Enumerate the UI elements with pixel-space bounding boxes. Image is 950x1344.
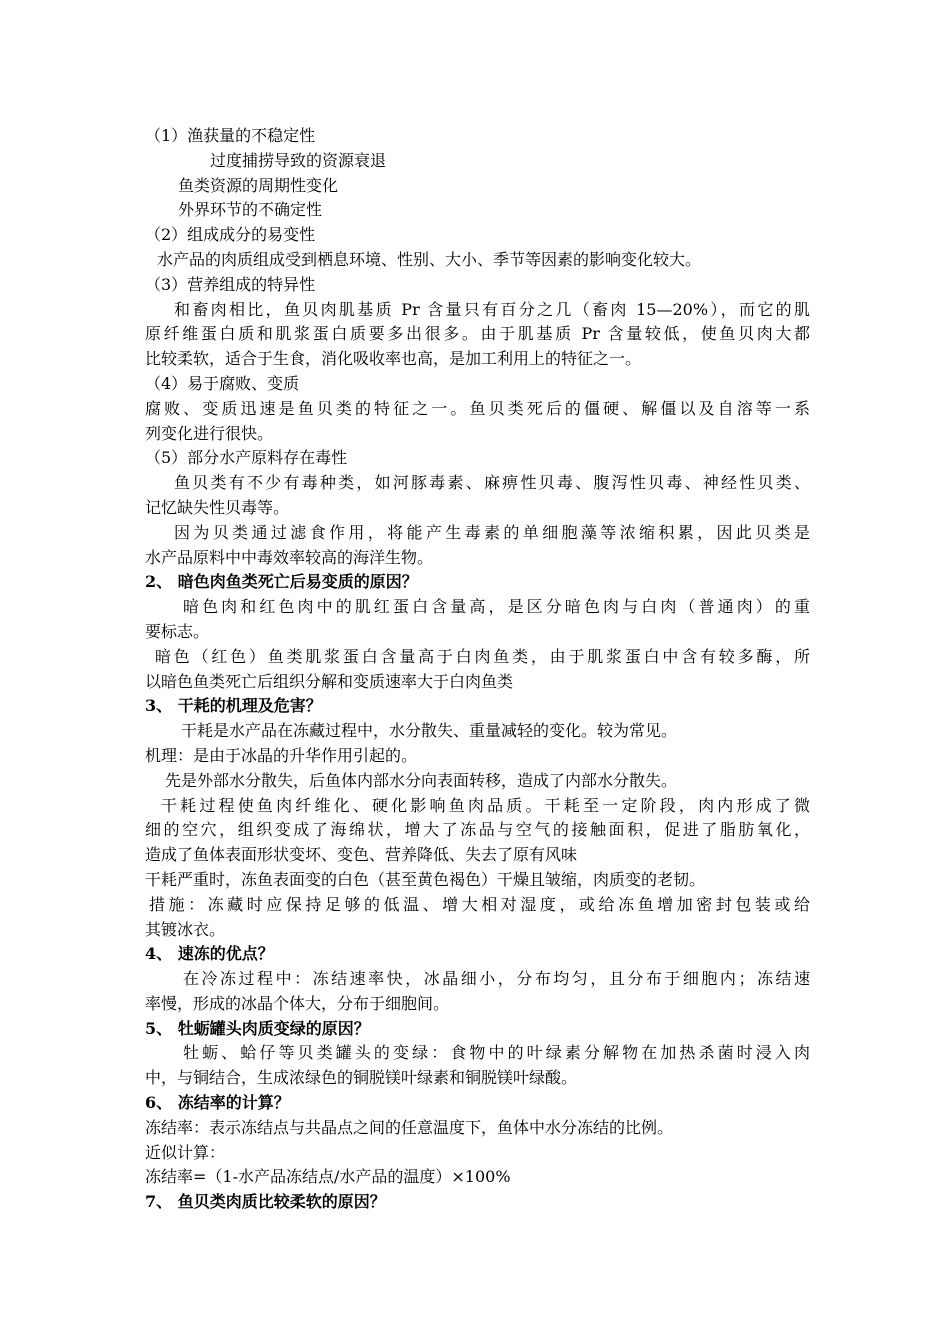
text-line: 原纤维蛋白质和肌浆蛋白质要多出很多。由于肌基质 Pr 含量较低，使鱼贝肉大都 xyxy=(145,324,810,344)
text-line: 要标志。 xyxy=(145,621,210,641)
text-line: 干耗过程使鱼肉纤维化、硬化影响鱼肉品质。干耗至一定阶段，肉内形成了微 xyxy=(161,795,810,815)
text-line: （4）易于腐败、变质 xyxy=(145,373,300,393)
text-line: （3）营养组成的特异性 xyxy=(145,274,316,294)
text-line: 冻结率：表示冻结点与共晶点之间的任意温度下，鱼体中水分冻结的比例。 xyxy=(145,1117,674,1137)
section-heading: 3、 干耗的机理及危害？ xyxy=(145,696,322,716)
text-line: 鱼类资源的周期性变化 xyxy=(178,175,339,195)
text-line: 比较柔软，适合于生食，消化吸收率也高，是加工利用上的特征之一。 xyxy=(145,349,642,369)
text-line: 列变化进行很快。 xyxy=(145,423,274,443)
text-line: 以暗色鱼类死亡后组织分解和变质速率大于白肉鱼类 xyxy=(145,671,514,691)
text-line: 率慢，形成的冰晶个体大，分布于细胞间。 xyxy=(145,993,450,1013)
text-line: 水产品原料中中毒效率较高的海洋生物。 xyxy=(145,547,434,567)
text-line: 因为贝类通过滤食作用，将能产生毒素的单细胞藻等浓缩积累，因此贝类是 xyxy=(174,522,810,542)
text-line: 鱼贝类有不少有毒种类，如河豚毒素、麻痹性贝毒、腹泻性贝毒、神经性贝类、 xyxy=(174,473,810,493)
text-line: 暗色肉和红色肉中的肌红蛋白含量高，是区分暗色肉与白肉（普通肉）的重 xyxy=(183,597,810,617)
text-line: 水产品的肉质组成受到栖息环境、性别、大小、季节等因素的影响变化较大。 xyxy=(157,249,702,269)
text-line: 造成了鱼体表面形状变坏、变色、营养降低、失去了原有风味 xyxy=(145,845,578,865)
text-line: 干耗是水产品在冻藏过程中，水分散失、重量减轻的变化。较为常见。 xyxy=(181,721,678,741)
text-line: 干耗严重时，冻鱼表面变的白色（甚至黄色褐色）干燥且皱缩，肉质变的老韧。 xyxy=(145,869,706,889)
text-line: 暗色（红色）鱼类肌浆蛋白含量高于白肉鱼类，由于肌浆蛋白中含有较多酶，所 xyxy=(155,646,810,666)
text-line: 措施：冻藏时应保持足够的低温、增大相对湿度，或给冻鱼增加密封包装或给 xyxy=(149,894,810,914)
text-line: 牡蛎、蛤仔等贝类罐头的变绿：食物中的叶绿素分解物在加热杀菌时浸入肉 xyxy=(183,1043,810,1063)
text-line: 其镀冰衣。 xyxy=(145,919,226,939)
document-body xyxy=(145,124,810,1215)
text-line: 腐败、变质迅速是鱼贝类的特征之一。鱼贝类死后的僵硬、解僵以及自溶等一系 xyxy=(145,398,810,418)
text-line: 先是外部水分散失，后鱼体内部水分向表面转移，造成了内部水分散失。 xyxy=(165,770,678,790)
text-line: 在冷冻过程中：冻结速率快，冰晶细小，分布均匀，且分布于细胞内；冻结速 xyxy=(183,969,810,989)
text-line: （2）组成成分的易变性 xyxy=(145,225,316,245)
text-line: 机理：是由于冰晶的升华作用引起的。 xyxy=(145,745,418,765)
text-line: 冻结率=（1-水产品冻结点/水产品的温度）×100% xyxy=(145,1167,511,1187)
text-line: （5）部分水产原料存在毒性 xyxy=(145,448,348,468)
text-line: 过度捕捞导致的资源衰退 xyxy=(210,150,387,170)
text-line: （1）渔获量的不稳定性 xyxy=(145,126,316,145)
text-line: 外界环节的不确定性 xyxy=(178,200,323,220)
text-line: 中，与铜结合，生成浓绿色的铜脱镁叶绿素和铜脱镁叶绿酸。 xyxy=(145,1068,578,1088)
text-line: 近似计算： xyxy=(145,1142,226,1162)
text-line: 细的空穴，组织变成了海绵状，增大了冻品与空气的接触面积，促进了脂肪氧化， xyxy=(145,820,810,840)
section-heading: 2、 暗色肉鱼类死亡后易变质的原因？ xyxy=(145,572,418,592)
section-heading: 7、 鱼贝类肉质比较柔软的原因？ xyxy=(145,1192,386,1212)
section-heading: 4、 速冻的优点？ xyxy=(145,944,274,964)
section-heading: 5、 牡蛎罐头肉质变绿的原因？ xyxy=(145,1018,370,1038)
text-line: 和畜肉相比，鱼贝肉肌基质 Pr 含量只有百分之几（畜肉 15—20%），而它的肌 xyxy=(174,299,810,319)
text-line: 记忆缺失性贝毒等。 xyxy=(145,497,290,517)
section-heading: 6、 冻结率的计算？ xyxy=(145,1093,290,1113)
